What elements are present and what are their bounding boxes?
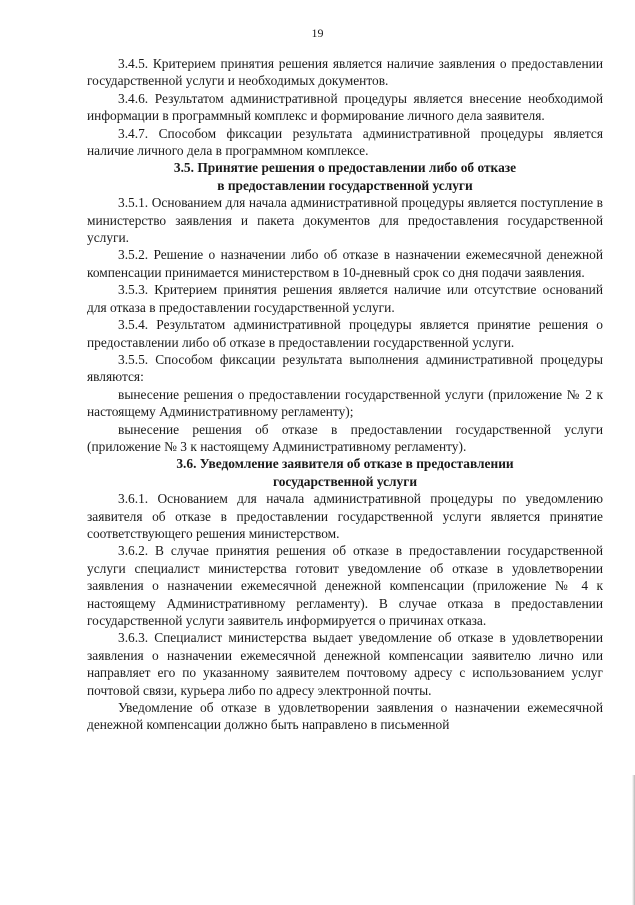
clause-3-5-1: 3.5.1. Основанием для начала административной процедуры является поступление в министерство заявления и пакета документов для предоставления государственной услуги. [87,195,603,246]
clause-3-5-5: 3.5.5. Способом фиксации результата выполнения административной процедуры являются: [87,351,603,385]
clause-3-5-5-item-1: вынесение решения о предоставлении государственной услуги (приложение № 2 к настоящему Административному регламенту); [87,386,603,420]
heading-3-5-line-1: 3.5. Принятие решения о предоставлении либо об отказе [173,160,517,176]
clause-3-5-3: 3.5.3. Критерием принятия решения является наличие или отсутствие оснований для отказа в предоставлении государственной услуги. [87,282,603,315]
page-number: 19 [311,26,324,40]
clause-3-4-7: 3.4.7. Способом фиксации результата административной процедуры является наличие личного дела в программном комплексе. [87,125,603,159]
clause-3-6-1: 3.6.1. Основанием для начала административной процедуры по уведомлению заявителя об отказе в предоставлении государственной услуги является принятие соответствующего решения министерством. [87,491,603,541]
clause-3-6-3-notice: Уведомление об отказе в удовлетворении заявления о назначении ежемесячной денежной компенсации должно быть направлено в письменной [87,700,603,733]
clause-3-6-2: 3.6.2. В случае принятия решения об отказе в предоставлении государственной услуги специалист министерства готовит уведомление об отказе в удовлетворении заявления о назначении ежемесячной денежной компенсации (приложение № 4 к настоящему Административному регламенту). В случае отказа в предоставлении государственной услуги заявитель информируется о причинах отказа. [87,543,603,628]
clause-3-6-3: 3.6.3. Специалист министерства выдает уведомление об отказе в удовлетворении заявления о назначении ежемесячной денежной компенсации заявителю лично или направляет его по указанному заявителем почтовому адресу с использованием услуг почтовой связи, курьера либо по адресу электронной почты. [87,630,603,698]
clause-3-5-5-item-2: вынесение решения об отказе в предоставлении государственной услуги (приложение № 3 к настоящему Административному регламенту). [87,421,603,454]
document-body [87,55,603,734]
heading-3-6-line-1: 3.6. Уведомление заявителя об отказе в предоставлении [176,456,514,472]
heading-3-6-line-2: государственной услуги [272,473,418,489]
clause-3-4-6: 3.4.6. Результатом административной процедуры является внесение необходимой информации в программный комплекс и формирование личного дела заявителя. [87,90,603,124]
clause-3-5-4: 3.5.4. Результатом административной процедуры является принятие решения о предоставлении либо об отказе в предоставлении государственной услуги. [87,317,603,350]
clause-3-4-5: 3.4.5. Критерием принятия решения является наличие заявления о предоставлении государственной услуги и необходимых документов. [87,56,603,89]
clause-3-5-2: 3.5.2. Решение о назначении либо об отказе в назначении ежемесячной денежной компенсации принимается министерством в 10-дневный срок со дня подачи заявления. [87,247,603,280]
heading-3-5-line-2: в предоставлении государственной услуги [217,177,473,193]
